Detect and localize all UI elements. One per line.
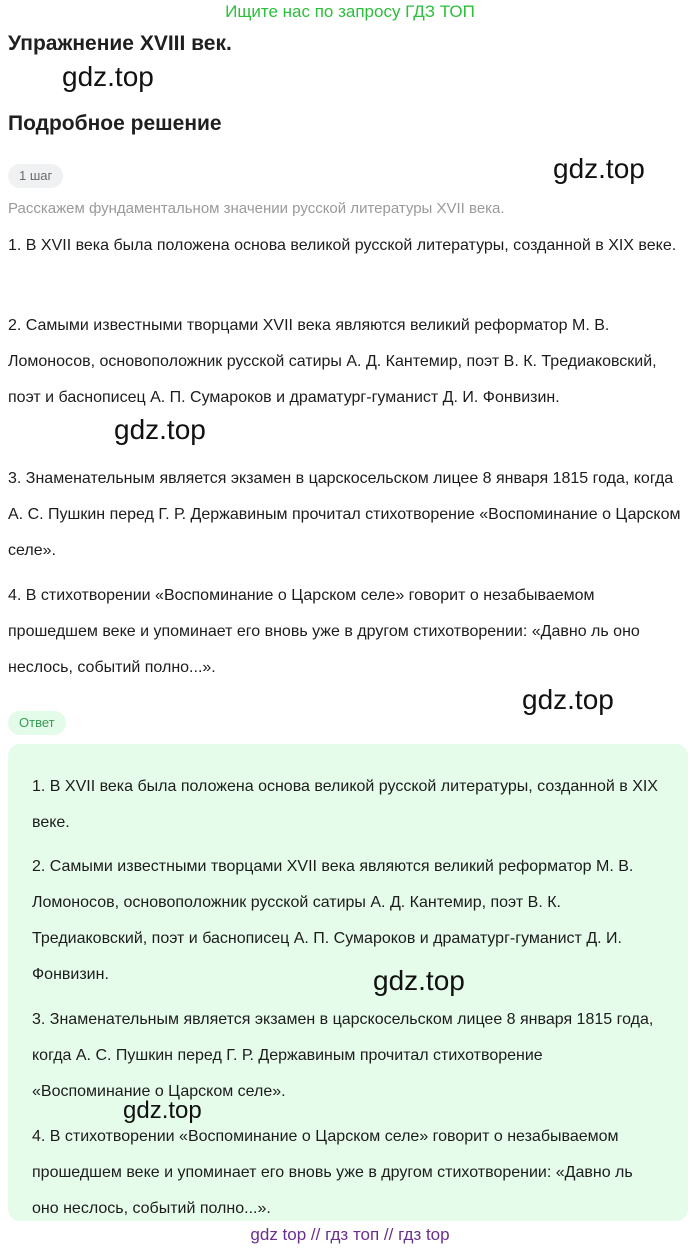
answer-paragraph: 3. Знаменательным является экзамен в царскосельском лицее 8 января 1815 года, когда А. С. Пушкин перед Г. Р. Державиным прочитал стихотворение «Воспоминание о Царском селе». [32,1011,654,1100]
watermark: gdz.top [553,153,645,184]
answer-paragraph: 2. Самыми известными творцами XVII века являются великий реформатор М. В. Ломоносов, основоположник русской сатиры А. Д. Кантемир, поэт В. К. Тредиаковский, поэт и баснописец А. П. Сумароков и драматург-гуманист Д. И. Фонвизин. [32,858,634,983]
page-title: Упражнение XVIII век. [8,32,232,55]
answer-badge: Ответ [8,711,66,735]
watermark: gdz.top [522,684,614,715]
solution-paragraph: 2. Самыми известными творцами XVII века являются великий реформатор М. В. Ломоносов, основоположник русской сатиры А. Д. Кантемир, поэт В. К. Тредиаковский, поэт и баснописец А. П. Сумароков и драматург-гуманист Д. И. Фонвизин. [8,317,657,406]
step-intro: Расскажем фундаментальном значении русской литературы XVII века. [8,200,505,217]
solution-paragraph: 1. В XVII века была положена основа великой русской литературы, созданной в XIX веке. [8,237,677,254]
answer-box [8,744,688,1221]
watermark: gdz.top [123,1097,202,1124]
solution-paragraph: 4. В стихотворении «Воспоминание о Царском селе» говорит о незабываемом прошедшем веке и упоминает его вновь уже в другом стихотворении: «Давно ль оно неслось, событий полно...». [8,587,640,676]
footer-links[interactable]: gdz top // гдз топ // гдз top [250,1225,450,1244]
section-title: Подробное решение [8,112,222,135]
answer-paragraph: 1. В XVII века была положена основа великой русской литературы, созданной в XIX веке. [32,778,658,831]
search-banner[interactable]: Ищите нас по запросу ГДЗ ТОП [225,2,475,21]
watermark: gdz.top [114,414,206,445]
step-badge: 1 шаг [8,164,63,188]
watermark: gdz.top [62,61,154,92]
watermark: gdz.top [373,965,465,996]
solution-paragraph: 3. Знаменательным является экзамен в царскосельском лицее 8 января 1815 года, когда А. С. Пушкин перед Г. Р. Державиным прочитал стихотворение «Воспоминание о Царском селе». [8,470,681,559]
answer-paragraph: 4. В стихотворении «Воспоминание о Царском селе» говорит о незабываемом прошедшем веке и упоминает его вновь уже в другом стихотворении: «Давно ль оно неслось, событий полно...». [32,1128,633,1217]
